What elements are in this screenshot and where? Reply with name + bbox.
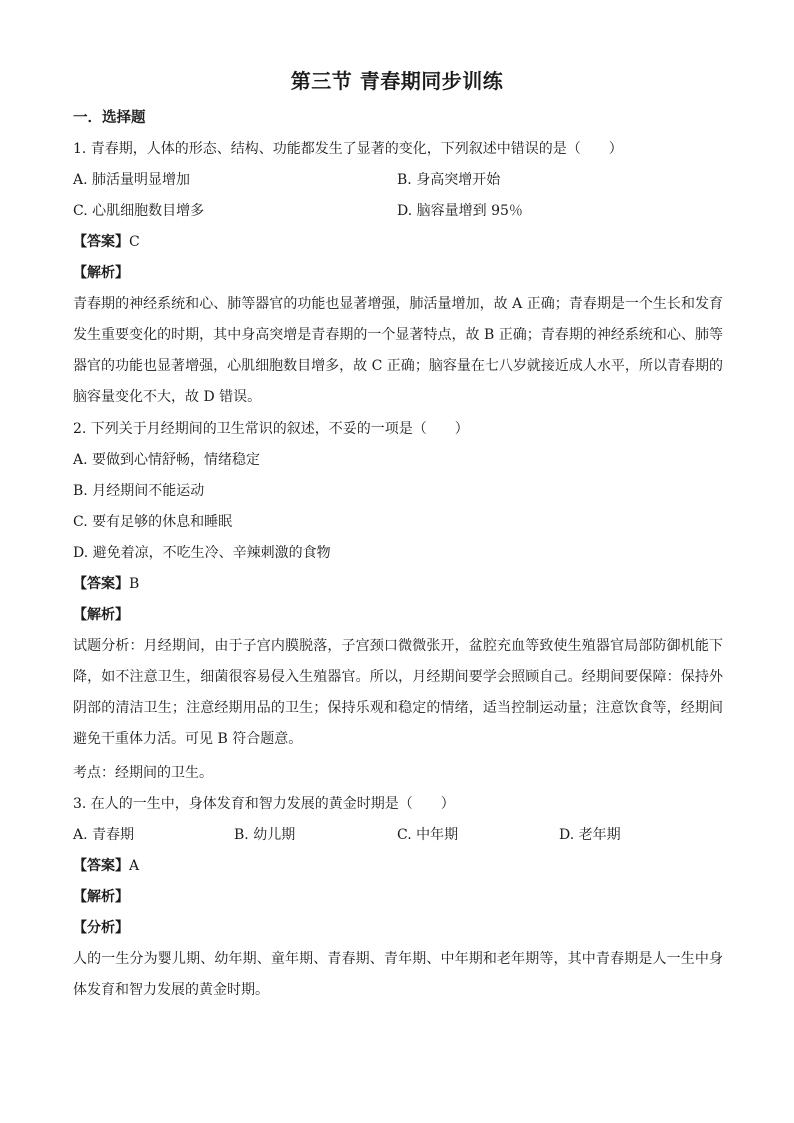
answer-value: C	[129, 234, 140, 250]
question-1-analysis: 青春期的神经系统和心、肺等器官的功能也显著增强，肺活量增加，故 A 正确；青春期是一个生长和发育发生重要变化的时期，其中身高突增是青春期的一个显著特点，故 B 正确；青春期的神经系统和心、肺等器官的功能也显著增强，心肌细胞数目增多，故 C 正确；脑容量在七八岁就接近成人水平，所以青春期的脑容量变化不大，故 D 错误。	[73, 296, 723, 405]
question-2-option-b: B. 月经期间不能运动	[73, 483, 205, 499]
question-3-fenxi: 人的一生分为婴儿期、幼年期、童年期、青春期、青年期、中年期和老年期等，其中青春期是人一生中身体发育和智力发展的黄金时期。	[73, 951, 723, 998]
question-1-options-row-1	[73, 170, 723, 190]
question-3-fenxi-label: 【分析】	[73, 920, 129, 936]
question-2-analysis: 试题分析：月经期间，由于子宫内膜脱落，子宫颈口微微张开，盆腔充血等致使生殖器官局部防御机能下降，如不注意卫生，细菌很容易侵入生殖器官。所以，月经期间要学会照顾自己。经期间要保障：保持外阴部的清洁卫生；注意经期用品的卫生；保持乐观和稳定的情绪，适当控制运动量；注意饮食等，经期间避免干重体力活。可见 B 符合题意。	[73, 638, 723, 747]
question-2-option-c: C. 要有足够的休息和睡眠	[73, 514, 233, 530]
question-1-options-row-2	[73, 201, 723, 221]
question-3-answer	[73, 856, 723, 876]
question-3-option-c: C. 中年期	[397, 827, 459, 843]
question-2-analysis-label: 【解析】	[73, 607, 129, 623]
section-heading: 一．选择题	[73, 109, 146, 126]
answer-label: 【答案】	[73, 234, 129, 250]
question-1-analysis-label: 【解析】	[73, 265, 129, 281]
question-2-kaodian: 考点：经期间的卫生。	[73, 765, 213, 781]
question-3-option-d: D. 老年期	[559, 827, 621, 843]
question-2-stem: 2. 下列关于月经期间的卫生常识的叙述，不妥的一项是（ ）	[73, 421, 469, 437]
question-3-analysis-label: 【解析】	[73, 889, 129, 905]
answer-label: 【答案】	[73, 858, 129, 874]
question-3-stem: 3. 在人的一生中，身体发育和智力发展的黄金时期是（ ）	[73, 796, 455, 812]
question-1-option-a: A. 肺活量明显增加	[73, 172, 191, 188]
question-2-option-d: D. 避免着凉，不吃生冷、辛辣刺激的食物	[73, 545, 331, 561]
question-1-option-b: B. 身高突增开始	[397, 172, 501, 188]
question-1-answer	[73, 232, 723, 252]
question-3-option-b: B. 幼儿期	[234, 827, 296, 843]
answer-label: 【答案】	[73, 576, 129, 592]
question-1-stem: 1. 青春期，人体的形态、结构、功能都发生了显著的变化，下列叙述中错误的是（ ）	[73, 141, 623, 157]
answer-value: B	[129, 576, 140, 592]
question-1-option-c: C. 心肌细胞数目增多	[73, 203, 205, 219]
question-2-option-a: A. 要做到心情舒畅，情绪稳定	[73, 452, 261, 468]
page-title: 第三节 青春期同步训练	[290, 69, 504, 93]
answer-value: A	[129, 858, 140, 874]
question-3-option-a: A. 青春期	[73, 827, 135, 843]
question-2-answer	[73, 574, 723, 594]
question-1-option-d: D. 脑容量增到 95％	[397, 203, 523, 219]
